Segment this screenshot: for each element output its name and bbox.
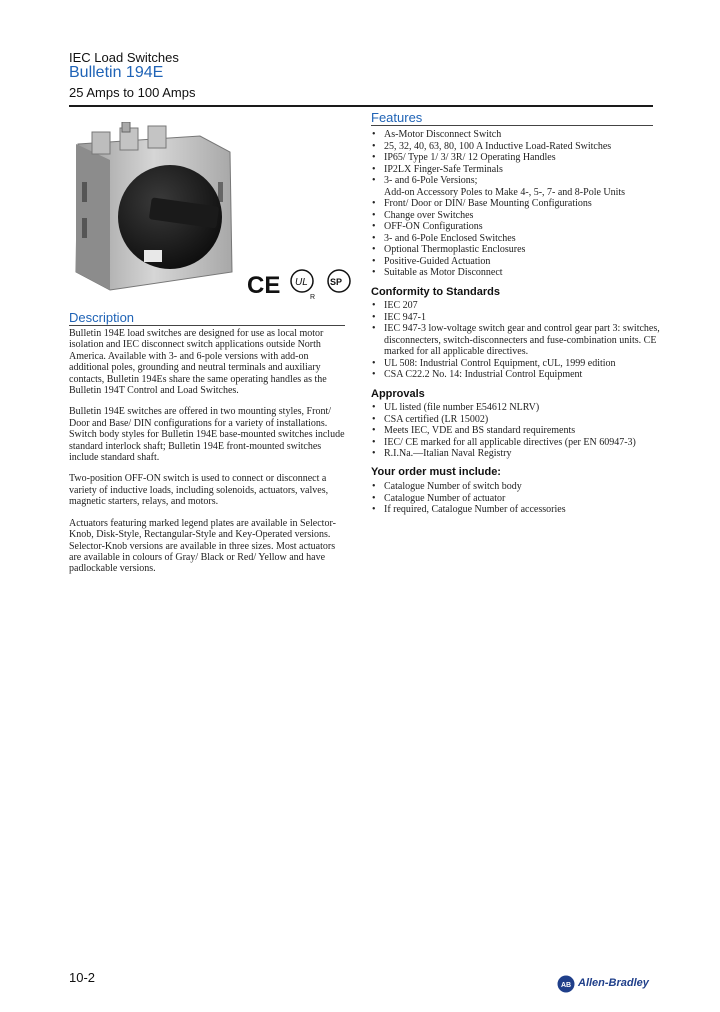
list-item: • CSA certified (LR 15002) bbox=[371, 414, 661, 426]
description-paragraph: Two-position OFF-ON switch is used to connect or disconnect a variety of inductive loads, including solenoids, actuators, valves, magnetic starters, relays, and motors. bbox=[69, 473, 329, 508]
description-paragraph: Bulletin 194E load switches are designed for use as local motor isolation and IEC disconnect switch applications outside North America. Available with 3- and 6-pole versions with add-on additional poles, grounding and neutral terminals and auxiliary contacts, Bulletin 194Es share the same operating handles as the Bulletin 194T Control and Load Switches. bbox=[69, 328, 327, 397]
list-item: • IEC 947-3 low-voltage switch gear and control gear part 3: switches, disconnecters, switch-disconnecters and fuse-combination units. CE marked for all applicable directives. bbox=[371, 323, 661, 358]
list-item: • 25, 32, 40, 63, 80, 100 A Inductive Load-Rated Switches bbox=[371, 141, 661, 153]
list-item: • Front/ Door or DIN/ Base Mounting Configurations bbox=[371, 198, 661, 210]
conformity-heading: Conformity to Standards bbox=[371, 286, 500, 298]
list-item: • Catalogue Number of switch body bbox=[371, 481, 661, 493]
brand-name: Allen-Bradley bbox=[578, 977, 649, 989]
page-number: 10-2 bbox=[69, 970, 96, 985]
list-item: • CSA C22.2 No. 14: Industrial Control Equipment bbox=[371, 369, 661, 381]
list-item: • R.I.Na.—Italian Naval Registry bbox=[371, 448, 661, 460]
features-heading: Features bbox=[371, 110, 423, 125]
csa-mark-icon bbox=[328, 270, 350, 292]
load-switch-photo bbox=[70, 122, 240, 300]
list-item: • UL 508: Industrial Control Equipment, cUL, 1999 edition bbox=[371, 358, 661, 370]
list-item: • Change over Switches bbox=[371, 210, 661, 222]
header-rule bbox=[69, 105, 653, 107]
approvals-list bbox=[371, 402, 661, 460]
header-kicker: IEC Load Switches bbox=[69, 50, 179, 65]
list-item: • IP65/ Type 1/ 3/ 3R/ 12 Operating Handles bbox=[371, 152, 661, 164]
list-item: • As-Motor Disconnect Switch bbox=[371, 129, 661, 141]
order-list bbox=[371, 481, 661, 516]
list-item: • IEC 947-1 bbox=[371, 312, 661, 324]
list-item: • Meets IEC, VDE and BS standard requirements bbox=[371, 425, 661, 437]
list-item: • 3- and 6-Pole Versions; Add-on Accessory Poles to Make 4-, 5-, 7- and 8-Pole Units bbox=[371, 175, 661, 198]
svg-text:R: R bbox=[310, 294, 316, 301]
list-item: • 3- and 6-Pole Enclosed Switches bbox=[371, 233, 661, 245]
certification-marks bbox=[247, 263, 357, 305]
list-item: • Suitable as Motor Disconnect bbox=[371, 267, 661, 279]
description-body bbox=[69, 328, 345, 585]
list-item: • Catalogue Number of actuator bbox=[371, 493, 661, 505]
list-item: • Optional Thermoplastic Enclosures bbox=[371, 244, 661, 256]
list-item: • OFF-ON Configurations bbox=[371, 221, 661, 233]
svg-text:SP: SP bbox=[330, 277, 343, 287]
page-title: Bulletin 194E bbox=[69, 64, 164, 81]
conformity-list bbox=[371, 300, 661, 381]
list-item: • IEC/ CE marked for all applicable directives (per EN 60947-3) bbox=[371, 437, 661, 449]
description-paragraph: Bulletin 194E switches are offered in two mounting styles, Front/ Door and Base/ DIN configurations for a variety of installations. Switch body styles for Bulletin 194E base-mounted switches include standard interlock shaft; Bulletin 194E front-mounted switches include standard shaft. bbox=[69, 406, 345, 464]
ce-mark-icon: CE bbox=[247, 272, 281, 299]
list-item: • If required, Catalogue Number of accessories bbox=[371, 504, 661, 516]
svg-text:AB: AB bbox=[560, 982, 572, 989]
allen-bradley-badge-icon bbox=[557, 975, 575, 993]
svg-text:UL: UL bbox=[295, 277, 308, 288]
order-heading: Your order must include: bbox=[371, 466, 501, 478]
ul-mark-icon bbox=[291, 270, 315, 301]
description-rule bbox=[69, 325, 345, 326]
list-item: • IEC 207 bbox=[371, 300, 661, 312]
approvals-heading: Approvals bbox=[371, 388, 425, 400]
features-rule bbox=[371, 125, 653, 126]
list-item: • UL listed (file number E54612 NLRV) bbox=[371, 402, 661, 414]
page-subtitle: 25 Amps to 100 Amps bbox=[69, 85, 196, 100]
list-item: • IP2LX Finger-Safe Terminals bbox=[371, 164, 661, 176]
description-heading: Description bbox=[69, 310, 135, 325]
list-item: • Positive-Guided Actuation bbox=[371, 256, 661, 268]
description-paragraph: Actuators featuring marked legend plates are available in Selector-Knob, Disk-Style, Rectangular-Style and Key-Operated versions. Selector-Knob versions are available in three sizes. Most actuators are available in colours of Gray/ Black or Red/ Yellow and have padlockable versions. bbox=[69, 517, 336, 575]
features-list bbox=[371, 129, 661, 279]
